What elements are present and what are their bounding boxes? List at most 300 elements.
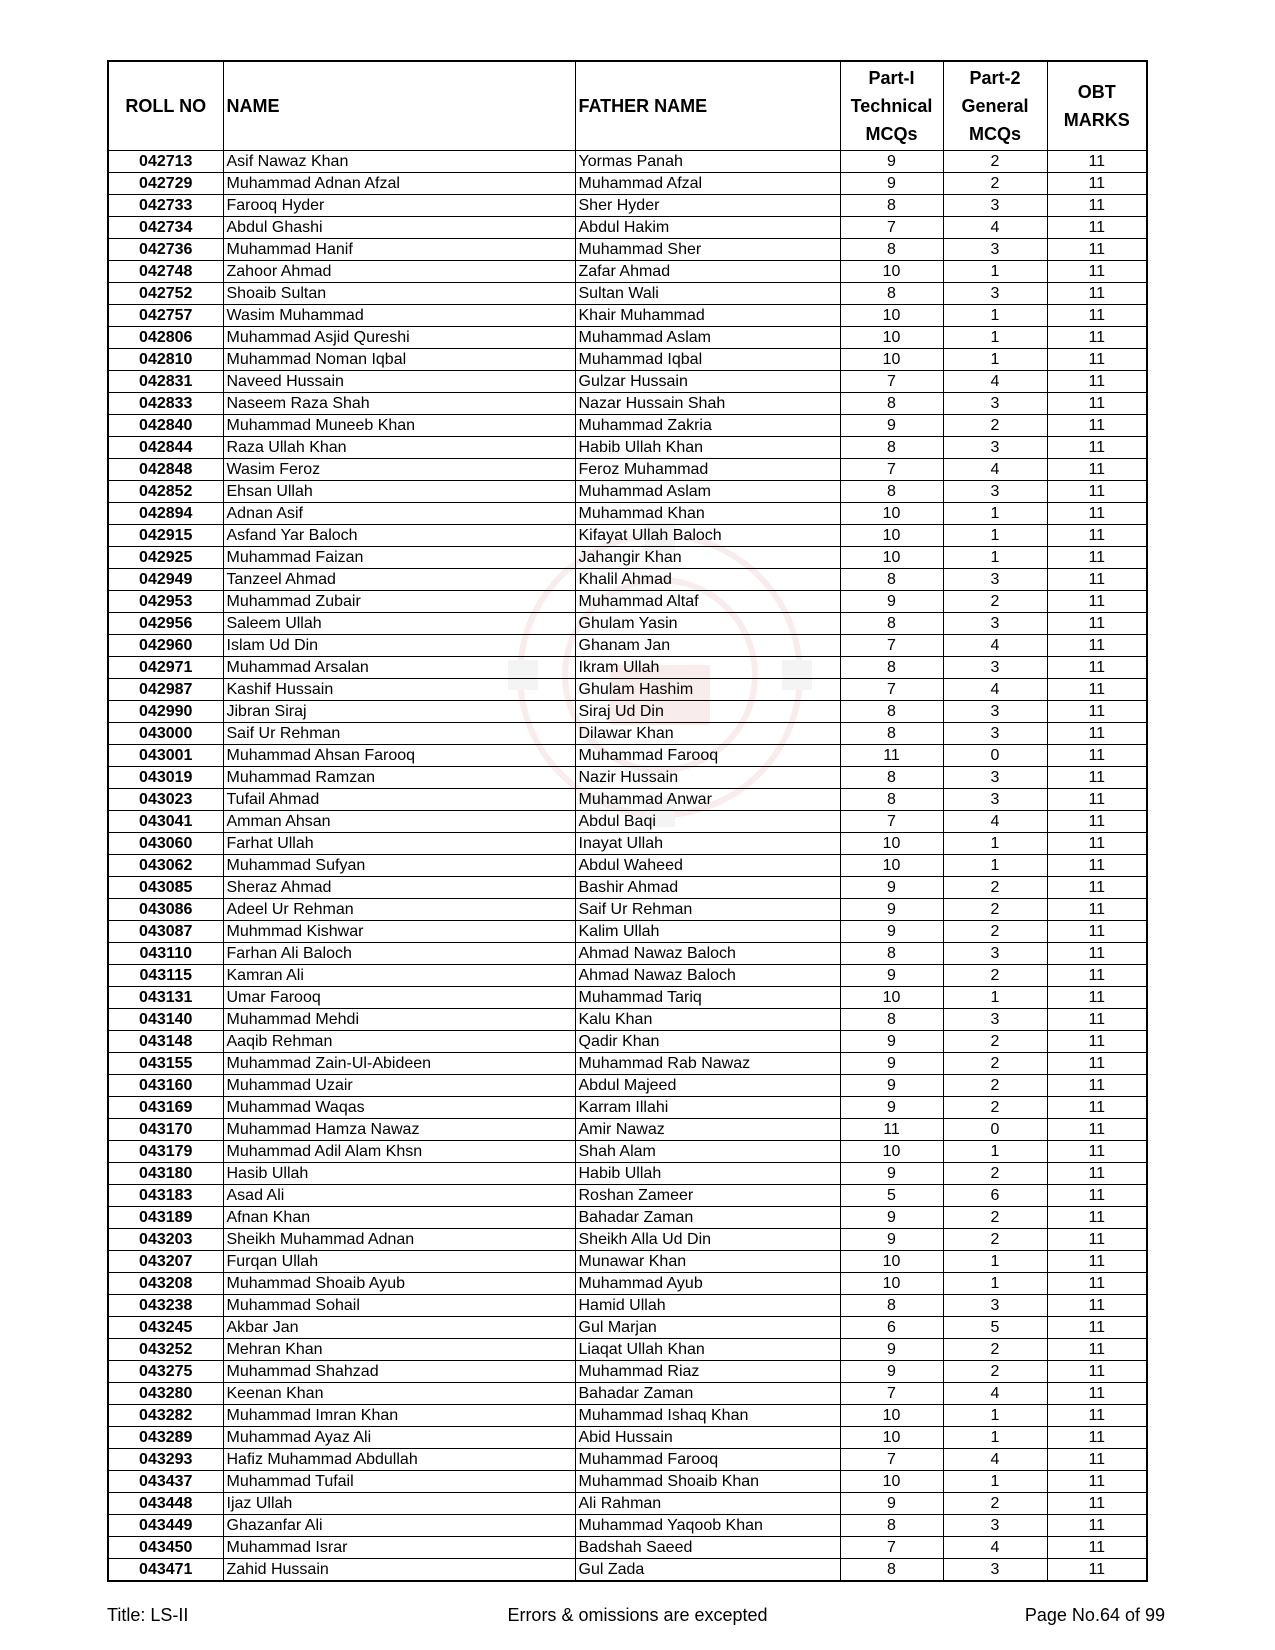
father-name-cell: Muhammad Afzal [575,173,840,195]
father-name-cell: Zafar Ahmad [575,261,840,283]
father-name-cell: Sultan Wali [575,283,840,305]
part2-marks-cell: 4 [943,459,1047,481]
part2-marks-cell: 0 [943,745,1047,767]
name-cell: Afnan Khan [223,1207,575,1229]
roll-no-cell: 042848 [108,459,223,481]
roll-no-cell: 043183 [108,1185,223,1207]
table-row [108,1405,1147,1427]
father-name-cell: Hamid Ullah [575,1295,840,1317]
father-name-cell: Nazir Hussain [575,767,840,789]
name-cell: Muhammad Ahsan Farooq [223,745,575,767]
part1-marks-cell: 8 [840,195,943,217]
father-name-cell: Muhammad Shoaib Khan [575,1471,840,1493]
father-name-cell: Muhammad Farooq [575,1449,840,1471]
part2-marks-cell: 1 [943,261,1047,283]
table-row [108,459,1147,481]
roll-no-cell: 043282 [108,1405,223,1427]
results-table [107,60,1148,1582]
father-name-cell: Liaqat Ullah Khan [575,1339,840,1361]
part2-marks-cell: 1 [943,349,1047,371]
part2-marks-cell: 3 [943,613,1047,635]
table-row [108,899,1147,921]
name-cell: Muhammad Ramzan [223,767,575,789]
name-cell: Muhammad Ayaz Ali [223,1427,575,1449]
part1-marks-cell: 8 [840,943,943,965]
roll-no-cell: 043180 [108,1163,223,1185]
name-cell: Muhammad Hamza Nawaz [223,1119,575,1141]
part2-marks-cell: 6 [943,1185,1047,1207]
roll-no-cell: 042729 [108,173,223,195]
name-cell: Sheraz Ahmad [223,877,575,899]
part1-marks-cell: 10 [840,305,943,327]
table-row [108,635,1147,657]
part1-marks-cell: 11 [840,1119,943,1141]
table-row [108,349,1147,371]
part2-marks-cell: 2 [943,1053,1047,1075]
father-name-cell: Feroz Muhammad [575,459,840,481]
obt-marks-cell: 11 [1047,327,1147,349]
roll-no-cell: 042915 [108,525,223,547]
obt-marks-cell: 11 [1047,1251,1147,1273]
header-part1-line: MCQs [865,124,918,144]
part2-marks-cell: 3 [943,569,1047,591]
part1-marks-cell: 7 [840,1537,943,1559]
table-row [108,767,1147,789]
father-name-cell: Ali Rahman [575,1493,840,1515]
name-cell: Asif Nawaz Khan [223,151,575,173]
father-name-cell: Inayat Ullah [575,833,840,855]
roll-no-cell: 042956 [108,613,223,635]
father-name-cell: Muhammad Anwar [575,789,840,811]
obt-marks-cell: 11 [1047,481,1147,503]
father-name-cell: Muhammad Iqbal [575,349,840,371]
name-cell: Muhammad Zubair [223,591,575,613]
obt-marks-cell: 11 [1047,1119,1147,1141]
roll-no-cell: 042960 [108,635,223,657]
table-row [108,1273,1147,1295]
obt-marks-cell: 11 [1047,1009,1147,1031]
name-cell: Tufail Ahmad [223,789,575,811]
footer-page-number: Page No.64 of 99 [1024,1605,1165,1625]
roll-no-cell: 043280 [108,1383,223,1405]
table-row [108,943,1147,965]
part2-marks-cell: 0 [943,1119,1047,1141]
roll-no-cell: 043449 [108,1515,223,1537]
part1-marks-cell: 9 [840,1339,943,1361]
father-name-cell: Muhammad Aslam [575,327,840,349]
part2-marks-cell: 4 [943,1449,1047,1471]
table-row [108,1427,1147,1449]
name-cell: Aaqib Rehman [223,1031,575,1053]
roll-no-cell: 042733 [108,195,223,217]
roll-no-cell: 042894 [108,503,223,525]
part2-marks-cell: 5 [943,1317,1047,1339]
name-cell: Muhammad Sufyan [223,855,575,877]
part1-marks-cell: 10 [840,1471,943,1493]
part1-marks-cell: 8 [840,569,943,591]
table-row [108,283,1147,305]
obt-marks-cell: 11 [1047,965,1147,987]
part2-marks-cell: 3 [943,657,1047,679]
obt-marks-cell: 11 [1047,943,1147,965]
name-cell: Farhat Ullah [223,833,575,855]
name-cell: Muhammad Adnan Afzal [223,173,575,195]
obt-marks-cell: 11 [1047,1207,1147,1229]
name-cell: Muhammad Asjid Qureshi [223,327,575,349]
table-row [108,1449,1147,1471]
roll-no-cell: 042990 [108,701,223,723]
table-row [108,1229,1147,1251]
obt-marks-cell: 11 [1047,1449,1147,1471]
table-row [108,877,1147,899]
part2-marks-cell: 1 [943,1141,1047,1163]
part2-marks-cell: 3 [943,393,1047,415]
name-cell: Muhammad Tufail [223,1471,575,1493]
name-cell: Ghazanfar Ali [223,1515,575,1537]
name-cell: Ijaz Ullah [223,1493,575,1515]
part2-marks-cell: 1 [943,855,1047,877]
obt-marks-cell: 11 [1047,173,1147,195]
roll-no-cell: 043293 [108,1449,223,1471]
name-cell: Muhammad Israr [223,1537,575,1559]
part2-marks-cell: 4 [943,1537,1047,1559]
father-name-cell: Nazar Hussain Shah [575,393,840,415]
part2-marks-cell: 3 [943,437,1047,459]
roll-no-cell: 043019 [108,767,223,789]
roll-no-cell: 042833 [108,393,223,415]
father-name-cell: Yormas Panah [575,151,840,173]
table-row [108,1471,1147,1493]
obt-marks-cell: 11 [1047,745,1147,767]
part1-marks-cell: 10 [840,987,943,1009]
name-cell: Shoaib Sultan [223,283,575,305]
name-cell: Jibran Siraj [223,701,575,723]
table-row [108,547,1147,569]
part2-marks-cell: 2 [943,1207,1047,1229]
header-obt-line: OBT [1077,82,1116,102]
name-cell: Keenan Khan [223,1383,575,1405]
father-name-cell: Gul Marjan [575,1317,840,1339]
roll-no-cell: 042840 [108,415,223,437]
father-name-cell: Munawar Khan [575,1251,840,1273]
part2-marks-cell: 4 [943,1383,1047,1405]
part2-marks-cell: 2 [943,591,1047,613]
obt-marks-cell: 11 [1047,591,1147,613]
roll-no-cell: 043238 [108,1295,223,1317]
part2-marks-cell: 3 [943,701,1047,723]
name-cell: Tanzeel Ahmad [223,569,575,591]
part1-marks-cell: 9 [840,151,943,173]
part1-marks-cell: 7 [840,811,943,833]
obt-marks-cell: 11 [1047,151,1147,173]
father-name-cell: Saif Ur Rehman [575,899,840,921]
name-cell: Sheikh Muhammad Adnan [223,1229,575,1251]
father-name-cell: Bahadar Zaman [575,1207,840,1229]
name-cell: Farooq Hyder [223,195,575,217]
table-row [108,569,1147,591]
obt-marks-cell: 11 [1047,1317,1147,1339]
roll-no-cell: 043203 [108,1229,223,1251]
father-name-cell: Muhammad Altaf [575,591,840,613]
name-cell: Muhammad Mehdi [223,1009,575,1031]
table-row [108,1075,1147,1097]
obt-marks-cell: 11 [1047,987,1147,1009]
name-cell: Islam Ud Din [223,635,575,657]
part1-marks-cell: 10 [840,833,943,855]
table-row [108,1163,1147,1185]
roll-no-cell: 042987 [108,679,223,701]
part2-marks-cell: 3 [943,1009,1047,1031]
roll-no-cell: 043087 [108,921,223,943]
father-name-cell: Roshan Zameer [575,1185,840,1207]
name-cell: Wasim Feroz [223,459,575,481]
roll-no-cell: 043140 [108,1009,223,1031]
obt-marks-cell: 11 [1047,723,1147,745]
part1-marks-cell: 6 [840,1317,943,1339]
roll-no-cell: 043131 [108,987,223,1009]
roll-no-cell: 042734 [108,217,223,239]
part1-marks-cell: 9 [840,1053,943,1075]
father-name-cell: Sheikh Alla Ud Din [575,1229,840,1251]
roll-no-cell: 043208 [108,1273,223,1295]
name-cell: Hasib Ullah [223,1163,575,1185]
obt-marks-cell: 11 [1047,1163,1147,1185]
roll-no-cell: 043000 [108,723,223,745]
obt-marks-cell: 11 [1047,217,1147,239]
table-row [108,1119,1147,1141]
table-row [108,613,1147,635]
obt-marks-cell: 11 [1047,283,1147,305]
roll-no-cell: 043179 [108,1141,223,1163]
header-obt-line: MARKS [1063,110,1130,130]
table-row [108,921,1147,943]
table-row [108,1361,1147,1383]
part1-marks-cell: 10 [840,855,943,877]
name-cell: Adnan Asif [223,503,575,525]
roll-no-cell: 043085 [108,877,223,899]
father-name-cell: Qadir Khan [575,1031,840,1053]
name-cell: Kashif Hussain [223,679,575,701]
obt-marks-cell: 11 [1047,1229,1147,1251]
father-name-cell: Ahmad Nawaz Baloch [575,965,840,987]
part2-marks-cell: 3 [943,1295,1047,1317]
table-row [108,1251,1147,1273]
name-cell: Saif Ur Rehman [223,723,575,745]
roll-no-cell: 043060 [108,833,223,855]
part2-marks-cell: 4 [943,371,1047,393]
roll-no-cell: 042971 [108,657,223,679]
father-name-cell: Muhammad Tariq [575,987,840,1009]
obt-marks-cell: 11 [1047,635,1147,657]
roll-no-cell: 043160 [108,1075,223,1097]
part1-marks-cell: 10 [840,349,943,371]
part2-marks-cell: 1 [943,987,1047,1009]
part1-marks-cell: 5 [840,1185,943,1207]
table-body [108,151,1147,1582]
part2-marks-cell: 3 [943,789,1047,811]
table-row [108,987,1147,1009]
obt-marks-cell: 11 [1047,767,1147,789]
obt-marks-cell: 11 [1047,701,1147,723]
table-row [108,679,1147,701]
father-name-cell: Kalim Ullah [575,921,840,943]
obt-marks-cell: 11 [1047,371,1147,393]
part1-marks-cell: 9 [840,1361,943,1383]
table-row [108,1141,1147,1163]
table-row [108,173,1147,195]
obt-marks-cell: 11 [1047,525,1147,547]
obt-marks-cell: 11 [1047,855,1147,877]
name-cell: Muhammad Faizan [223,547,575,569]
part2-marks-cell: 2 [943,1493,1047,1515]
part1-marks-cell: 9 [840,1207,943,1229]
roll-no-cell: 042806 [108,327,223,349]
name-cell: Asfand Yar Baloch [223,525,575,547]
table-row [108,261,1147,283]
header-name: NAME [223,61,575,151]
table-row [108,415,1147,437]
father-name-cell: Muhammad Ayub [575,1273,840,1295]
name-cell: Kamran Ali [223,965,575,987]
part1-marks-cell: 8 [840,789,943,811]
obt-marks-cell: 11 [1047,1295,1147,1317]
obt-marks-cell: 11 [1047,261,1147,283]
part1-marks-cell: 9 [840,1163,943,1185]
obt-marks-cell: 11 [1047,1339,1147,1361]
table-row [108,1537,1147,1559]
part1-marks-cell: 8 [840,437,943,459]
part2-marks-cell: 3 [943,723,1047,745]
part1-marks-cell: 10 [840,503,943,525]
part2-marks-cell: 2 [943,173,1047,195]
part1-marks-cell: 7 [840,635,943,657]
table-row [108,723,1147,745]
father-name-cell: Khair Muhammad [575,305,840,327]
part2-marks-cell: 4 [943,635,1047,657]
table-row [108,1317,1147,1339]
part1-marks-cell: 10 [840,1405,943,1427]
header-part2-line: Part-2 [969,68,1021,88]
roll-no-cell: 042852 [108,481,223,503]
father-name-cell: Badshah Saeed [575,1537,840,1559]
header-part2-line: MCQs [968,124,1021,144]
name-cell: Muhammad Muneeb Khan [223,415,575,437]
part1-marks-cell: 7 [840,679,943,701]
table-row [108,151,1147,173]
part1-marks-cell: 9 [840,899,943,921]
table-row [108,965,1147,987]
table-row [108,789,1147,811]
father-name-cell: Kifayat Ullah Baloch [575,525,840,547]
table-row [108,217,1147,239]
part1-marks-cell: 8 [840,1295,943,1317]
part2-marks-cell: 1 [943,305,1047,327]
part1-marks-cell: 9 [840,591,943,613]
part2-marks-cell: 2 [943,877,1047,899]
part2-marks-cell: 1 [943,1251,1047,1273]
part1-marks-cell: 9 [840,1075,943,1097]
obt-marks-cell: 11 [1047,349,1147,371]
obt-marks-cell: 11 [1047,239,1147,261]
table-row [108,393,1147,415]
part1-marks-cell: 7 [840,217,943,239]
father-name-cell: Abdul Waheed [575,855,840,877]
father-name-cell: Muhammad Yaqoob Khan [575,1515,840,1537]
part1-marks-cell: 8 [840,239,943,261]
footer-disclaimer: Errors & omissions are excepted [507,1605,768,1625]
part1-marks-cell: 8 [840,613,943,635]
table-row [108,811,1147,833]
header-obt-marks [1047,61,1147,151]
obt-marks-cell: 11 [1047,503,1147,525]
name-cell: Muhammad Hanif [223,239,575,261]
part2-marks-cell: 3 [943,1559,1047,1582]
father-name-cell: Muhammad Zakria [575,415,840,437]
name-cell: Muhammad Imran Khan [223,1405,575,1427]
father-name-cell: Bashir Ahmad [575,877,840,899]
father-name-cell: Abdul Baqi [575,811,840,833]
roll-no-cell: 043245 [108,1317,223,1339]
name-cell: Furqan Ullah [223,1251,575,1273]
roll-no-cell: 042831 [108,371,223,393]
name-cell: Wasim Muhammad [223,305,575,327]
part1-marks-cell: 10 [840,547,943,569]
obt-marks-cell: 11 [1047,657,1147,679]
name-cell: Muhammad Shahzad [223,1361,575,1383]
header-part1-line: Part-I [868,68,915,88]
part1-marks-cell: 10 [840,1141,943,1163]
obt-marks-cell: 11 [1047,613,1147,635]
name-cell: Asad Ali [223,1185,575,1207]
part1-marks-cell: 7 [840,1449,943,1471]
father-name-cell: Muhammad Khan [575,503,840,525]
obt-marks-cell: 11 [1047,1515,1147,1537]
father-name-cell: Dilawar Khan [575,723,840,745]
roll-no-cell: 042949 [108,569,223,591]
table-row [108,1053,1147,1075]
part2-marks-cell: 4 [943,679,1047,701]
table-row [108,195,1147,217]
part1-marks-cell: 10 [840,525,943,547]
part1-marks-cell: 7 [840,1383,943,1405]
father-name-cell: Ghanam Jan [575,635,840,657]
table-row [108,1559,1147,1582]
roll-no-cell: 043041 [108,811,223,833]
name-cell: Mehran Khan [223,1339,575,1361]
obt-marks-cell: 11 [1047,877,1147,899]
roll-no-cell: 043275 [108,1361,223,1383]
part1-marks-cell: 7 [840,459,943,481]
father-name-cell: Amir Nawaz [575,1119,840,1141]
name-cell: Ehsan Ullah [223,481,575,503]
part2-marks-cell: 2 [943,899,1047,921]
part2-marks-cell: 1 [943,1471,1047,1493]
header-roll-no: ROLL NO [108,61,223,151]
name-cell: Muhammad Zain-Ul-Abideen [223,1053,575,1075]
obt-marks-cell: 11 [1047,1537,1147,1559]
table-row [108,503,1147,525]
obt-marks-cell: 11 [1047,789,1147,811]
part1-marks-cell: 10 [840,1251,943,1273]
father-name-cell: Ghulam Yasin [575,613,840,635]
part1-marks-cell: 8 [840,1559,943,1582]
table-row [108,657,1147,679]
obt-marks-cell: 11 [1047,547,1147,569]
father-name-cell: Muhammad Farooq [575,745,840,767]
name-cell: Farhan Ali Baloch [223,943,575,965]
roll-no-cell: 043471 [108,1559,223,1582]
obt-marks-cell: 11 [1047,305,1147,327]
